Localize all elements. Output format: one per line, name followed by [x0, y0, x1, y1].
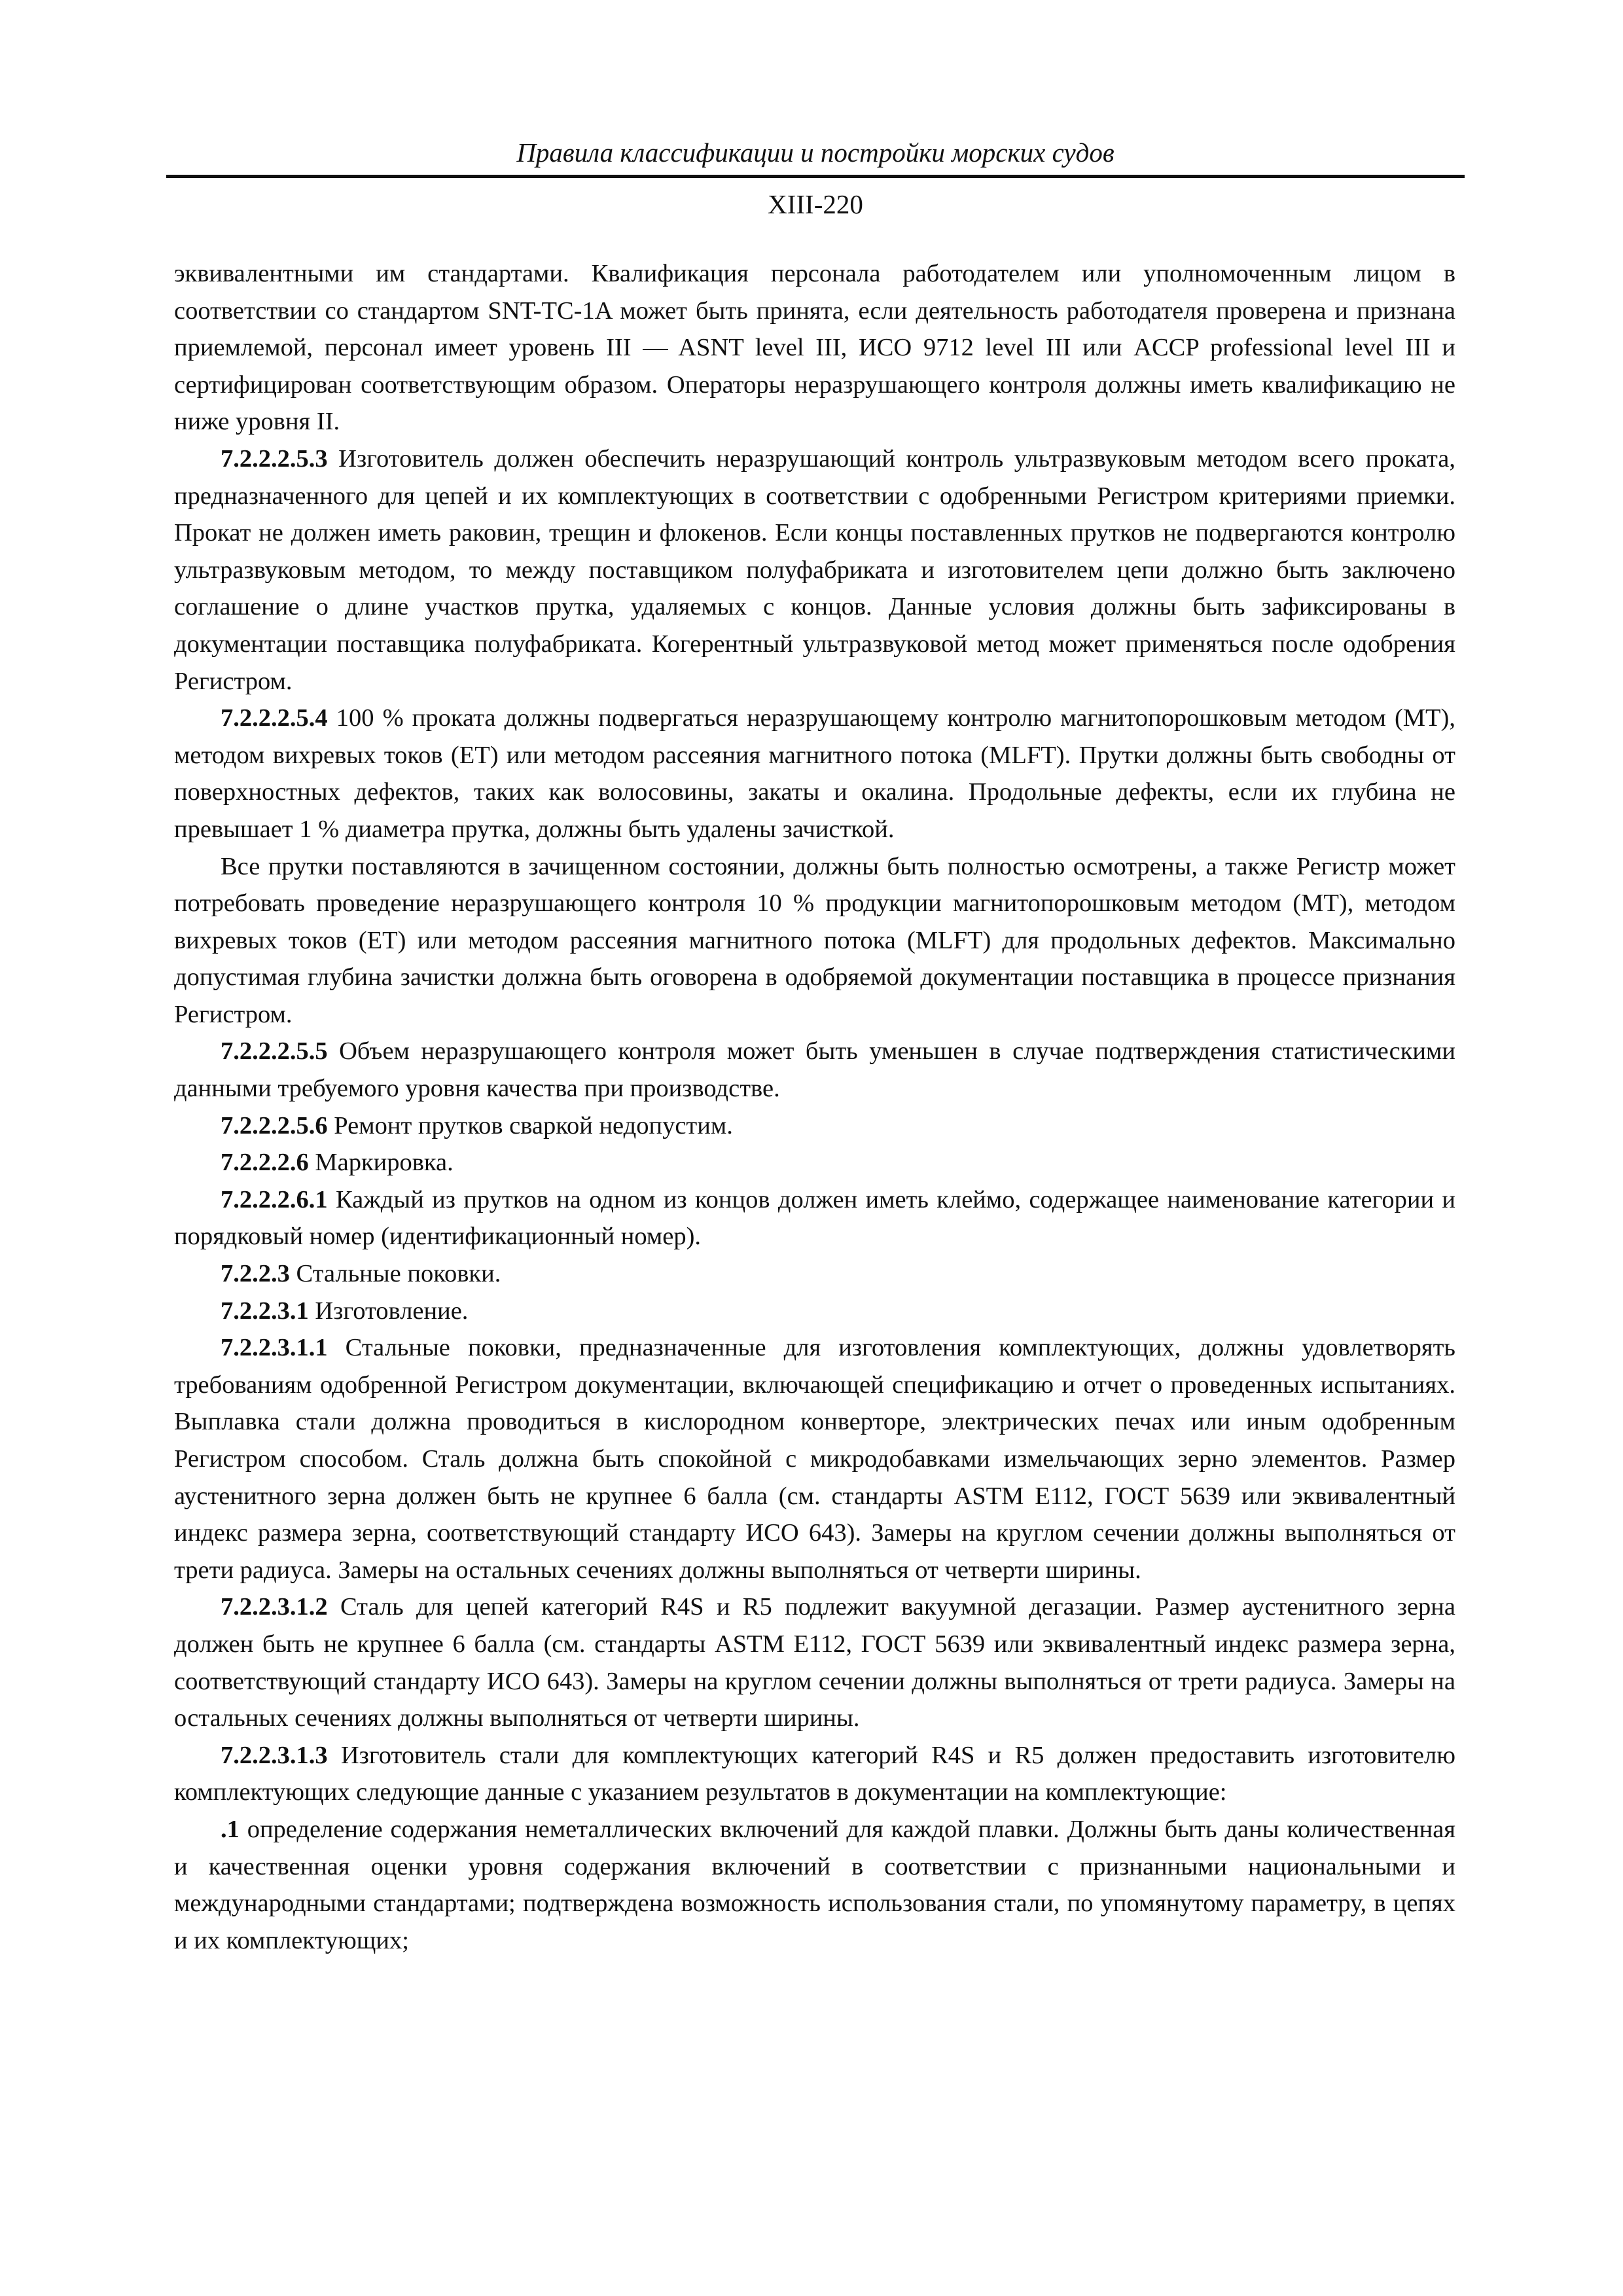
document-body — [174, 255, 1455, 1959]
paragraph-text: эквивалентными им стандартами. Квалификация персонала работодателем или уполномоченным лицом в соответствии со стандартом SNT-TC-1A может быть принята, если деятельность работодателя проверена и признана приемлемой, персонал имеет уровень III — ASNT level III, ИСО 9712 level III или ACCP professional level III и сертифицирован соответствующим образом. Операторы неразрушающего контроля должны иметь квалификацию не ниже уровня II. — [174, 260, 1455, 436]
paragraph-text: Изготовитель стали для комплектующих категорий R4S и R5 должен предоставить изготовителю комплектующих следующие данные с указанием результатов в документации на комплектующие: — [174, 1741, 1455, 1806]
paragraph — [174, 1255, 1455, 1293]
clause-number: 7.2.2.2.6 — [221, 1149, 309, 1177]
paragraph — [174, 1329, 1455, 1588]
paragraph-text: Ремонт прутков сваркой недопустим. — [327, 1111, 733, 1139]
list-item-number: .1 — [221, 1815, 240, 1843]
paragraph-text: Изготовление. — [308, 1297, 469, 1325]
clause-number: 7.2.2.2.5.6 — [221, 1111, 328, 1139]
header-rule — [166, 175, 1465, 178]
paragraph — [174, 1107, 1455, 1145]
running-header-title: Правила классификации и постройки морских судов — [516, 137, 1115, 168]
paragraph — [174, 700, 1455, 848]
paragraph — [174, 1144, 1455, 1181]
paragraph-text: Изготовитель должен обеспечить неразрушающий контроль ультразвуковым методом всего проката, предназначенного для цепей и их комплектующих в соответствии с одобренными Регистром критериями приемки. Прокат не должен иметь раковин, трещин и флокенов. Если концы поставленных прутков не подвергаются контролю ультразвуковым методом, то между поставщиком полуфабриката и изготовителем цепи должно быть заключено соглашение о длине участков прутка, удаляемых с концов. Данные условия должны быть зафиксированы в документации поставщика полуфабриката. Когерентный ультразвуковой метод может применяться после одобрения Регистром. — [174, 444, 1455, 695]
paragraph-text: Сталь для цепей категорий R4S и R5 подлежит вакуумной дегазации. Размер аустенитного зерна должен быть не крупнее 6 балла (см. стандарты ASTM E112, ГОСТ 5639 или эквивалентный индекс размера зерна, соответствующий стандарту ИСО 643). Замеры на круглом сечении должны выполняться от трети радиуса. Замеры на остальных сечениях должны выполняться от четверти ширины. — [174, 1593, 1455, 1732]
paragraph — [174, 255, 1455, 440]
paragraph-text: Каждый из прутков на одном из концов должен иметь клеймо, содержащее наименование категории и порядковый номер (идентификационный номер). — [174, 1185, 1455, 1251]
paragraph — [174, 848, 1455, 1033]
list-item — [174, 1811, 1455, 1959]
paragraph — [174, 1293, 1455, 1330]
paragraph — [174, 1181, 1455, 1255]
clause-number: 7.2.2.2.5.5 — [221, 1037, 328, 1066]
paragraph-text: 100 % проката должны подвергаться неразрушающему контролю магнитопорошковым методом (MT), методом вихревых токов (ET) или методом рассеяния магнитного потока (MLFT). Прутки должны быть свободны от поверхностных дефектов, таких как волосовины, закаты и окалина. Продольные дефекты, если их глубина не превышает 1 % диаметра прутка, должны быть удалены зачисткой. — [174, 704, 1455, 843]
clause-number: 7.2.2.2.5.4 — [221, 704, 328, 732]
clause-number: 7.2.2.3.1 — [221, 1297, 309, 1325]
clause-number: 7.2.2.3 — [221, 1260, 290, 1288]
paragraph — [174, 1737, 1455, 1811]
paragraph-text: Объем неразрушающего контроля может быть уменьшен в случае подтверждения статистическими данными требуемого уровня качества при производстве. — [174, 1037, 1455, 1103]
page-number: XIII-220 — [768, 189, 863, 219]
paragraph-text: Стальные поковки, предназначенные для изготовления комплектующих, должны удовлетворять требованиям одобренной Регистром документации, включающей спецификацию и отчет о проведенных испытаниях. Выплавка стали должна проводиться в кислородном конверторе, электрических печах или иным одобренным Регистром способом. Сталь должна быть спокойной с микродобавками измельчающих зерно элементов. Размер аустенитного зерна должен быть не крупнее 6 балла (см. стандарты ASTM E112, ГОСТ 5639 или эквивалентный индекс размера зерна, соответствующий стандарту ИСО 643). Замеры на круглом сечении должны выполняться от трети радиуса. Замеры на остальных сечениях должны выполняться от четверти ширины. — [174, 1334, 1455, 1584]
paragraph — [174, 1033, 1455, 1107]
clause-number: 7.2.2.2.5.3 — [221, 444, 328, 473]
paragraph-text: определение содержания неметаллических включений для каждой плавки. Должны быть даны количественная и качественная оценки уровня содержания включений в соответствии с признанными национальными и международными стандартами; подтверждена возможность использования стали, по упомянутому параметру, в цепях и их комплектующих; — [174, 1815, 1455, 1954]
paragraph-text: Все прутки поставляются в зачищенном состоянии, должны быть полностью осмотрены, а также Регистр может потребовать проведение неразрушающего контроля 10 % продукции магнитопорошковым методом (MT), методом вихревых токов (ET) или методом рассеяния магнитного потока (MLFT) для продольных дефектов. Максимально допустимая глубина зачистки должна быть оговорена в одобряемой документации поставщика в процессе признания Регистром. — [174, 852, 1455, 1028]
paragraph — [174, 440, 1455, 700]
clause-number: 7.2.2.2.6.1 — [221, 1185, 328, 1213]
clause-number: 7.2.2.3.1.1 — [221, 1334, 328, 1362]
paragraph — [174, 1588, 1455, 1736]
clause-number: 7.2.2.3.1.3 — [221, 1741, 328, 1769]
paragraph-text: Стальные поковки. — [289, 1260, 501, 1288]
paragraph-text: Маркировка. — [308, 1149, 454, 1177]
clause-number: 7.2.2.3.1.2 — [221, 1593, 328, 1621]
